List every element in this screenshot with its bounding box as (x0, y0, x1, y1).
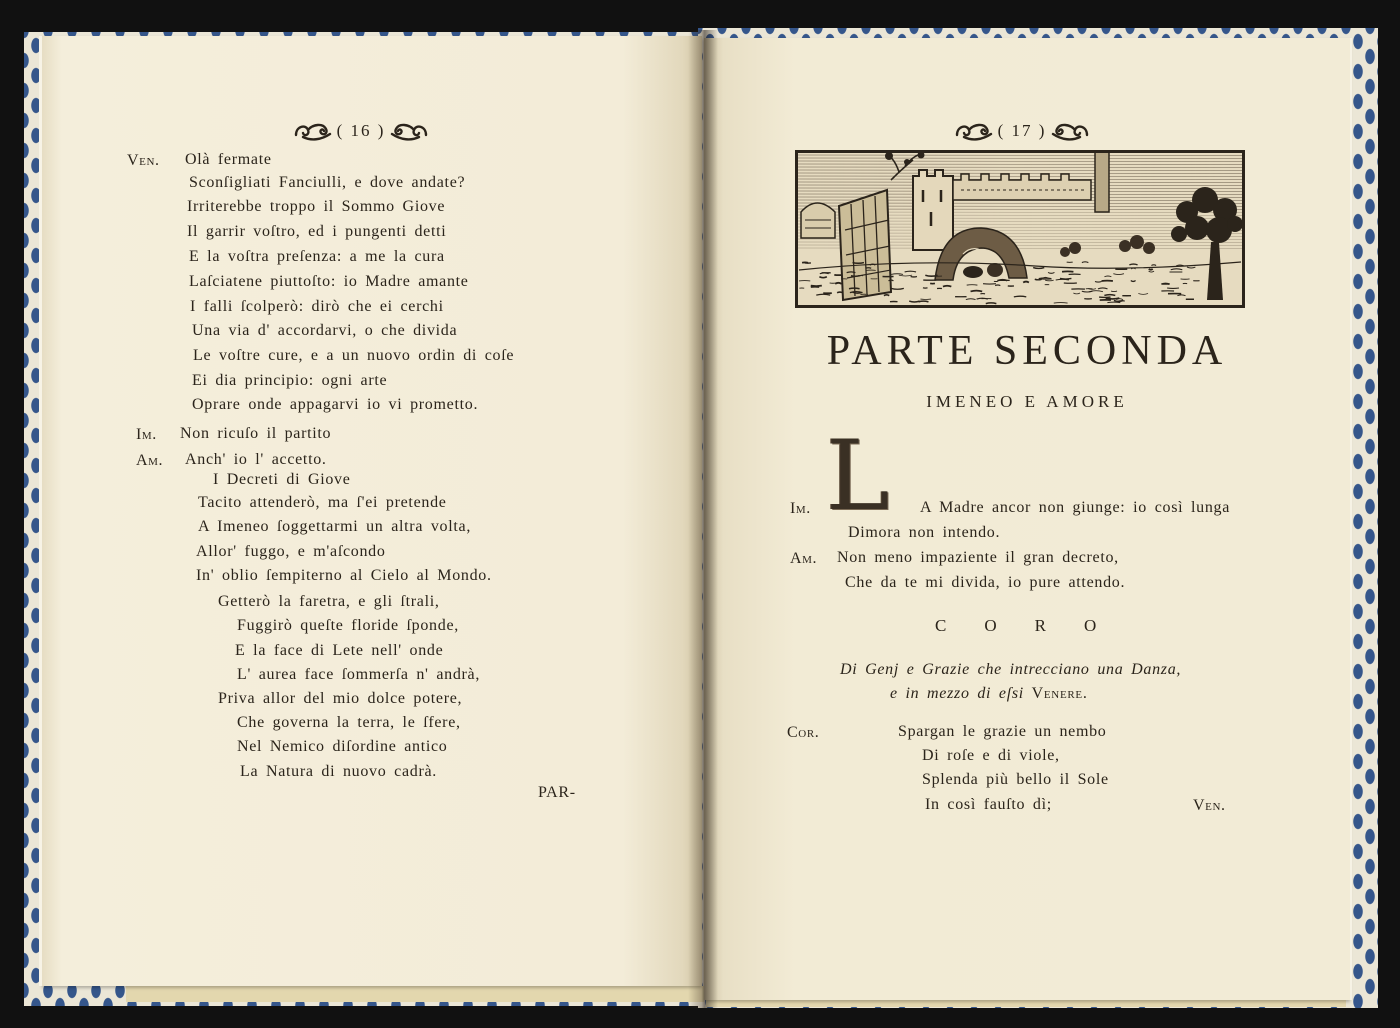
speaker-label-venere: Ven. (127, 152, 160, 169)
speaker-label-imeneo: Im. (136, 426, 157, 443)
verse-line: Che da te mi divida, io pure attendo. (845, 574, 1126, 591)
woodcut-illustration (795, 150, 1245, 308)
fleuron-ornament-icon (389, 120, 429, 142)
verse-line: Oprare onde appagarvi io vi prometto. (192, 396, 479, 413)
drop-cap-initial: L (826, 420, 890, 532)
verse-line: Priva allor del mio dolce potere, (218, 690, 463, 707)
verse-line: I Decreti di Giove (213, 471, 351, 488)
speaker-label-imeneo: Im. (790, 500, 811, 517)
verse-line: In così fauſto dì; (925, 796, 1052, 813)
verse-line: Fuggirò queſte floride ſponde, (237, 617, 459, 634)
left-board-edge (126, 986, 704, 1002)
verse-line: Non meno impaziente il gran decreto, (837, 549, 1119, 566)
page-number: ( 17 ) (997, 121, 1047, 140)
catchword: Ven. (1193, 797, 1226, 814)
fleuron-ornament-icon (954, 120, 994, 142)
stage-direction-character: Venere. (1031, 685, 1088, 702)
page-number: ( 16 ) (336, 121, 386, 140)
verse-line: Spargan le grazie un nembo (898, 723, 1107, 740)
verse-line: Una via d' accordarvi, o che divida (192, 322, 458, 339)
speaker-label-coro: Cor. (787, 724, 820, 741)
verse-line: I falli ſcolperò: dirò che ei cerchi (190, 298, 444, 315)
section-title: PARTE SECONDA (826, 328, 1228, 374)
verse-line: Ei dia principio: ogni arte (192, 372, 388, 389)
fleuron-ornament-icon (293, 120, 333, 142)
verse-line: Non ricuſo il partito (180, 425, 332, 442)
verse-line: Splenda più bello il Sole (922, 771, 1109, 788)
speaker-label-amore: Am. (136, 452, 164, 469)
verse-line: Le voſtre cure, e a un nuovo ordin di coſe (193, 347, 515, 364)
fleuron-ornament-icon (1050, 120, 1090, 142)
speaker-label-amore: Am. (790, 550, 818, 567)
stage-direction: Di Genj e Grazie che intrecciano una Danza, (840, 661, 1182, 678)
section-subtitle: IMENEO E AMORE (926, 392, 1128, 411)
verse-line: Getterò la faretra, e gli ſtrali, (218, 593, 440, 610)
verse-line: Olà fermate (185, 151, 272, 168)
verse-line: E la voſtra preſenza: a me la cura (189, 248, 445, 265)
stage-direction (890, 684, 1088, 704)
chorus-heading: CORO (935, 616, 1135, 635)
right-board-edge (706, 999, 1346, 1007)
verse-line: A Imeneo ſoggettarmi un altra volta, (198, 518, 472, 535)
verse-line: Anch' io l' accetto. (185, 451, 327, 468)
book-gutter (688, 30, 718, 1008)
woodcut-landscape-image (795, 150, 1245, 308)
verse-line: Irriterebbe troppo il Sommo Giove (187, 198, 446, 215)
verse-line: Il garrir voſtro, ed i pungenti detti (187, 223, 447, 240)
verse-line: La Natura di nuovo cadrà. (240, 763, 437, 780)
verse-line: Sconſigliati Fanciulli, e dove andate? (189, 174, 466, 191)
verse-line: Di roſe e di viole, (922, 747, 1060, 764)
verse-line: Dimora non intendo. (848, 524, 1001, 541)
right-page-header (927, 117, 1117, 145)
verse-line: A Madre ancor non giunge: io così lunga (920, 499, 1231, 516)
verse-line: Che governa la terra, le ſfere, (237, 714, 461, 731)
left-page-header (266, 117, 456, 145)
verse-line: Nel Nemico diſordine antico (237, 738, 448, 755)
verse-line: L' aurea face ſommerſa n' andrà, (237, 666, 481, 683)
verse-line: Laſciatene piuttoſto: io Madre amante (189, 273, 469, 290)
catchword: PAR- (538, 784, 576, 801)
verse-line: Allor' fuggo, e m'aſcondo (196, 543, 386, 560)
stage-direction-text: e in mezzo di eſsi (890, 685, 1024, 702)
verse-line: In' oblio ſempiterno al Cielo al Mondo. (196, 567, 492, 584)
verse-line: Tacito attenderò, ma ſ'ei pretende (198, 494, 447, 511)
verse-line: E la face di Lete nell' onde (235, 642, 444, 659)
